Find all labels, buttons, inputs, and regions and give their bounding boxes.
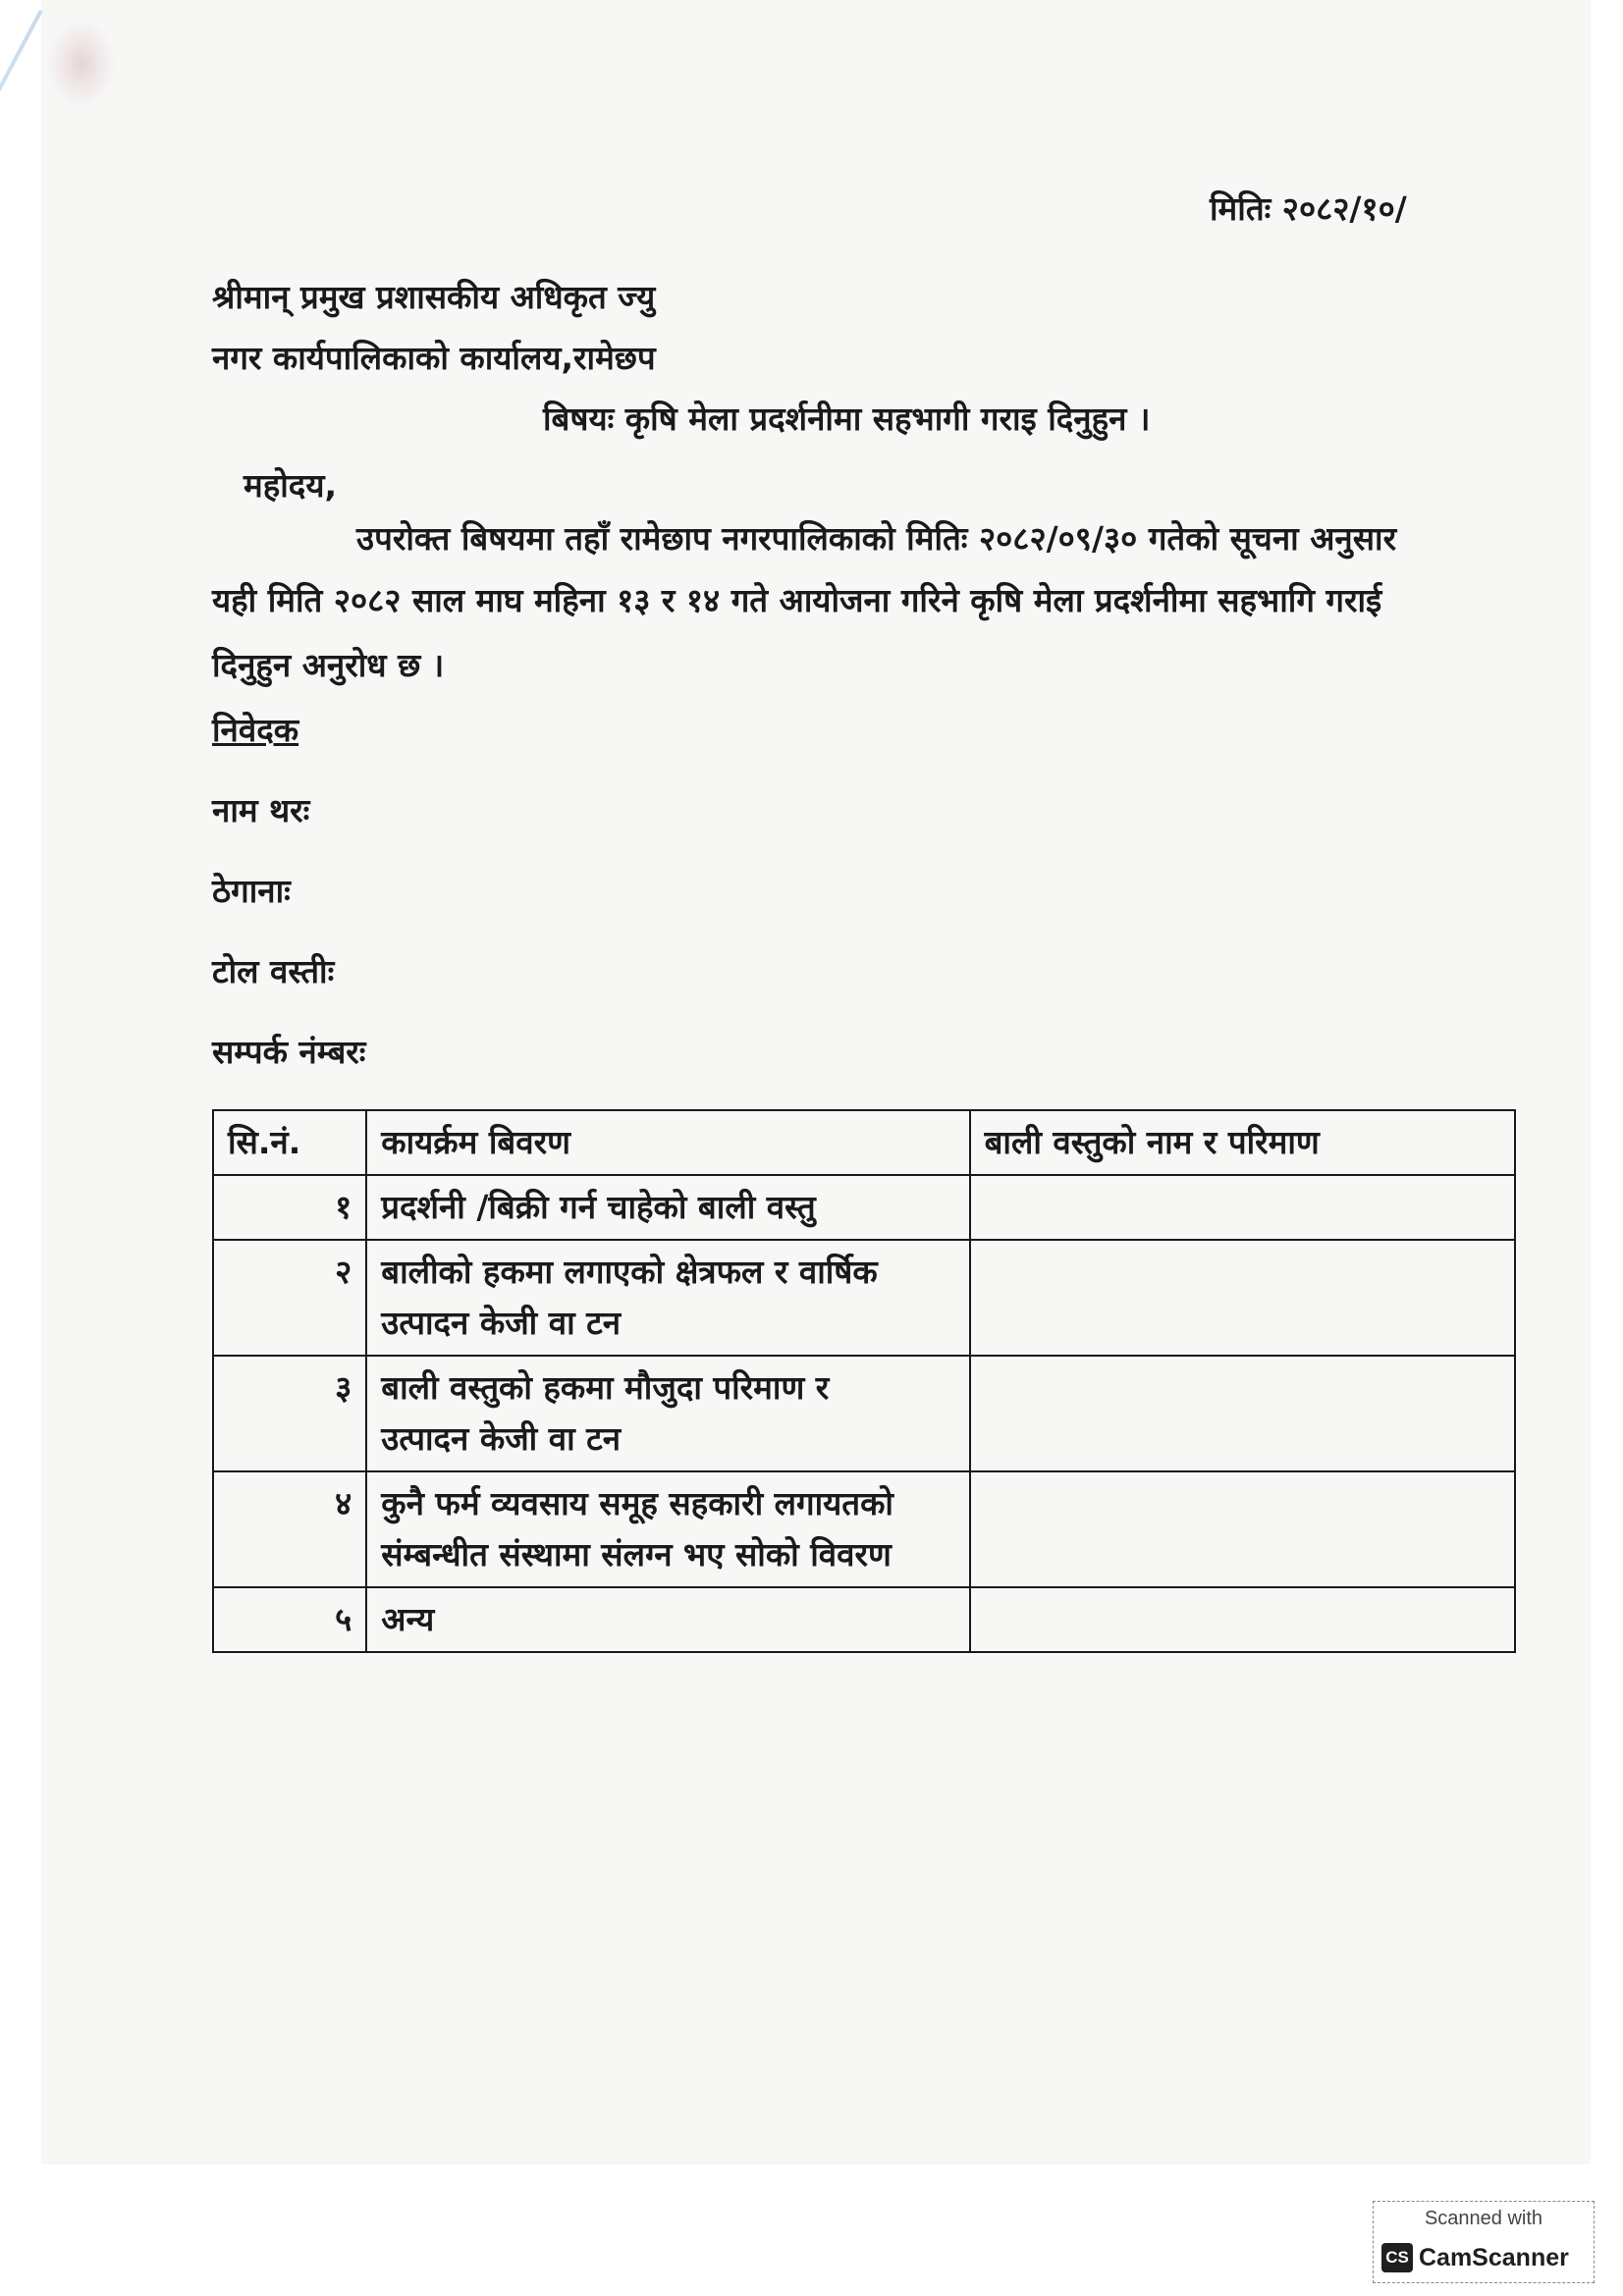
row-description-line: उत्पादन केजी वा टन	[381, 1419, 622, 1458]
scanned-with-text: Scanned with	[1424, 2208, 1543, 2229]
row-description	[366, 1587, 969, 1652]
field-address-label: ठेगानाः	[212, 872, 291, 910]
row-value-cell[interactable]	[970, 1471, 1515, 1587]
header-serial: सि.नं.	[213, 1110, 366, 1175]
row-value-cell[interactable]	[970, 1587, 1515, 1652]
row-description-line: बालीको हकमा लगाएको क्षेत्रफल र वार्षिक	[381, 1253, 878, 1291]
paper-stain	[47, 20, 116, 108]
letter-subject: बिषयः कृषि मेला प्रदर्शनीमा सहभागी गराइ दिनुहुन ।	[543, 400, 1151, 438]
row-serial: १	[213, 1175, 366, 1240]
camscanner-logo-icon: CS	[1381, 2243, 1413, 2272]
row-description-line: बाली वस्तुको हकमा मौजुदा परिमाण र	[381, 1368, 830, 1407]
field-contact-label: सम्पर्क नंम्बरः	[212, 1033, 366, 1071]
row-description	[366, 1175, 969, 1240]
letter-date: मितिः २०८२/१०/	[1210, 189, 1407, 228]
letter-body-line-3: दिनुहुन अनुरोध छ ।	[212, 646, 445, 684]
row-value-cell[interactable]	[970, 1356, 1515, 1471]
recipient-office: नगर कार्यपालिकाको कार्यालय,रामेछप	[212, 339, 656, 377]
row-serial: २	[213, 1240, 366, 1356]
camscanner-watermark	[1373, 2201, 1595, 2283]
row-value-cell[interactable]	[970, 1240, 1515, 1356]
table-row	[213, 1471, 1515, 1587]
paper-fold-line	[0, 10, 43, 211]
header-crop-quantity: बाली वस्तुको नाम र परिमाण	[970, 1110, 1515, 1175]
recipient-title: श्रीमान् प्रमुख प्रशासकीय अधिकृत ज्यु	[212, 278, 656, 316]
table-row	[213, 1587, 1515, 1652]
row-value-cell[interactable]	[970, 1175, 1515, 1240]
row-serial: ४	[213, 1471, 366, 1587]
row-description	[366, 1471, 969, 1587]
table-row	[213, 1356, 1515, 1471]
row-serial: ५	[213, 1587, 366, 1652]
letter-body-line-2: यही मिति २०८२ साल माघ महिना १३ र १४ गते आयोजना गरिने कृषि मेला प्रदर्शनीमा सहभागि गराई	[212, 581, 1382, 619]
row-description	[366, 1240, 969, 1356]
row-description-line: संम्बन्धीत संस्थामा संलग्न भए सोको विवरण	[381, 1535, 892, 1574]
field-name-label: नाम थरः	[212, 791, 310, 829]
letter-greeting: महोदय,	[243, 466, 338, 505]
row-description-line: उत्पादन केजी वा टन	[381, 1304, 622, 1342]
row-description-line: कुनै फर्म व्यवसाय समूह सहकारी लगायतको	[381, 1484, 893, 1522]
row-serial: ३	[213, 1356, 366, 1471]
letter-body-line-1: उपरोक्त बिषयमा तहाँ रामेछाप नगरपालिकाको मितिः २०८२/०९/३० गतेको सूचना अनुसार	[356, 519, 1397, 558]
row-description	[366, 1356, 969, 1471]
row-description-line: अन्य	[381, 1600, 435, 1638]
paper-sheet	[41, 0, 1591, 2164]
table-row	[213, 1240, 1515, 1356]
program-details-table	[212, 1109, 1516, 1653]
field-tole-label: टोल वस्तीः	[212, 952, 335, 990]
header-description: कायर्क्रम बिवरण	[366, 1110, 969, 1175]
signatory-label: निवेदक	[212, 711, 299, 749]
row-description-line: प्रदर्शनी /बिक्री गर्न चाहेको बाली वस्तु	[381, 1188, 816, 1226]
camscanner-brand-text: CamScanner	[1419, 2244, 1569, 2271]
table-row	[213, 1175, 1515, 1240]
table-header-row	[213, 1110, 1515, 1175]
